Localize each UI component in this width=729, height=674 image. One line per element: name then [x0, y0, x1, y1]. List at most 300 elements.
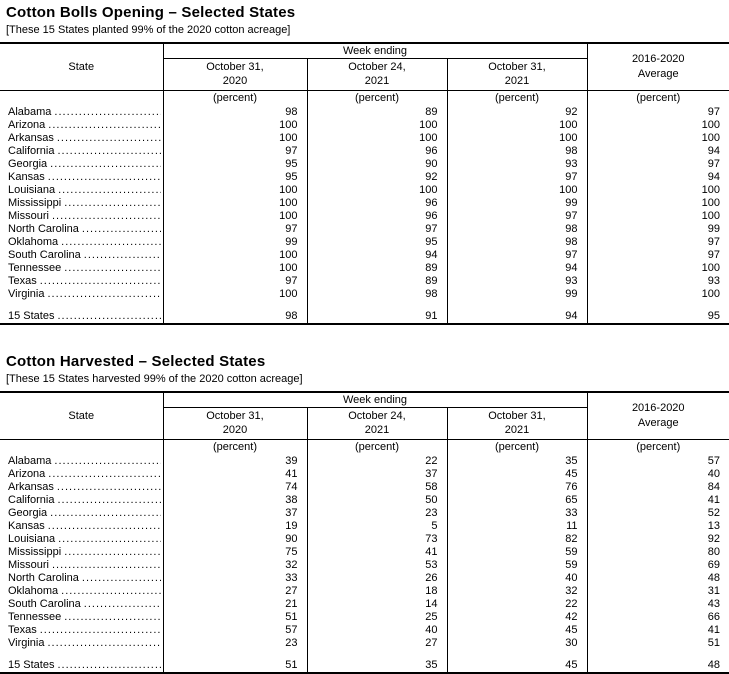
data-table: [0, 391, 729, 674]
state-name: Kansas: [8, 171, 45, 183]
value-cell: 31: [587, 585, 729, 598]
table-row: [0, 637, 729, 650]
value-cell: 39: [163, 455, 307, 468]
state-name: Mississippi: [8, 197, 62, 209]
value-cell: 100: [587, 210, 729, 223]
unit-row-empty-cell: [0, 90, 163, 106]
value-cell: 97: [587, 236, 729, 249]
table-title: Cotton Bolls Opening – Selected States: [6, 4, 296, 21]
value-cell: 23: [163, 637, 307, 650]
state-name: Tennessee: [8, 262, 62, 274]
date-header-line2: 2020: [222, 424, 248, 436]
state-cell: [0, 572, 163, 585]
table-row: [0, 275, 729, 288]
value-cell: 37: [163, 507, 307, 520]
table-row: [0, 145, 729, 158]
dot-leader: [52, 210, 161, 223]
unit-label: (percent): [307, 439, 447, 455]
dot-leader: [58, 184, 160, 197]
value-cell: 80: [587, 546, 729, 559]
table-row: [0, 559, 729, 572]
value-cell: 93: [447, 275, 587, 288]
dot-leader: [61, 236, 160, 249]
table-row: [0, 210, 729, 223]
dot-leader: [48, 637, 161, 650]
table-row: [0, 132, 729, 145]
value-cell: 98: [163, 106, 307, 119]
state-name: North Carolina: [8, 223, 79, 235]
state-name: Louisiana: [8, 184, 56, 196]
value-cell: 100: [587, 288, 729, 301]
table-row: [0, 197, 729, 210]
state-cell: [0, 119, 163, 132]
date-column-header: [163, 58, 307, 90]
dot-leader: [48, 119, 160, 132]
value-cell: 48: [587, 572, 729, 585]
table-row: [0, 119, 729, 132]
state-name: 15 States: [8, 659, 55, 671]
value-cell: 90: [307, 158, 447, 171]
value-cell: 98: [447, 236, 587, 249]
table-row: [0, 249, 729, 262]
value-cell: 98: [447, 145, 587, 158]
value-cell: 52: [587, 507, 729, 520]
value-cell: 97: [587, 106, 729, 119]
value-cell: 89: [307, 262, 447, 275]
value-cell: 27: [307, 637, 447, 650]
value-cell: 22: [447, 598, 587, 611]
value-cell: 100: [163, 288, 307, 301]
value-cell: 65: [447, 494, 587, 507]
state-cell: [0, 223, 163, 236]
dot-leader: [64, 197, 160, 210]
state-cell: [0, 533, 163, 546]
dot-leader: [57, 494, 160, 507]
value-cell: 100: [163, 262, 307, 275]
state-cell: [0, 546, 163, 559]
average-header-line2: Average: [637, 67, 679, 80]
date-column-header: [307, 407, 447, 439]
state-cell: [0, 624, 163, 637]
state-cell: [0, 559, 163, 572]
unit-label: (percent): [587, 90, 729, 106]
dot-leader: [84, 598, 161, 611]
value-cell: 33: [163, 572, 307, 585]
value-cell: 23: [307, 507, 447, 520]
date-header-line1: October 31,: [488, 409, 546, 422]
value-cell: 32: [447, 585, 587, 598]
state-name: Missouri: [8, 559, 49, 571]
value-cell: 100: [447, 119, 587, 132]
value-cell: 100: [447, 184, 587, 197]
state-name: Texas: [8, 275, 37, 287]
spacer-row: [0, 301, 729, 310]
dot-leader: [48, 171, 161, 184]
date-column-header: [307, 58, 447, 90]
value-cell: 40: [447, 572, 587, 585]
value-cell: 100: [163, 210, 307, 223]
state-name: Oklahoma: [8, 236, 59, 248]
value-cell: 94: [307, 249, 447, 262]
value-cell: 100: [587, 119, 729, 132]
dot-leader: [82, 572, 161, 585]
dot-leader: [40, 275, 161, 288]
state-cell: [0, 197, 163, 210]
value-cell: 84: [587, 481, 729, 494]
header-row-1: [0, 43, 729, 58]
table-row: [0, 184, 729, 197]
state-cell: [0, 611, 163, 624]
report-page: [0, 4, 729, 674]
value-cell: 41: [307, 546, 447, 559]
dot-leader: [64, 546, 160, 559]
value-cell: 53: [307, 559, 447, 572]
value-cell: 97: [163, 275, 307, 288]
value-cell: 92: [587, 533, 729, 546]
state-cell: [0, 236, 163, 249]
value-cell: 32: [163, 559, 307, 572]
value-cell: 13: [587, 520, 729, 533]
state-name: Oklahoma: [8, 585, 59, 597]
week-ending-header: Week ending: [163, 392, 587, 407]
state-cell: [0, 132, 163, 145]
value-cell: 76: [447, 481, 587, 494]
state-name: Arkansas: [8, 481, 54, 493]
state-cell: [0, 520, 163, 533]
state-cell: [0, 585, 163, 598]
state-cell: [0, 145, 163, 158]
value-cell: 99: [447, 197, 587, 210]
table-row: [0, 236, 729, 249]
state-name: Arizona: [8, 468, 46, 480]
value-cell: 41: [163, 468, 307, 481]
table-subtitle: [These 15 States planted 99% of the 2020 cotton acreage]: [6, 24, 291, 36]
state-name: Texas: [8, 624, 37, 636]
table-row: [0, 624, 729, 637]
value-cell: 95: [307, 236, 447, 249]
date-header-line1: October 31,: [488, 60, 546, 73]
value-cell: 51: [163, 611, 307, 624]
table-row: [0, 262, 729, 275]
state-name: North Carolina: [8, 572, 79, 584]
average-header-line1: 2016-2020: [631, 53, 685, 66]
date-header-line2: 2020: [222, 75, 248, 87]
state-name: Mississippi: [8, 546, 62, 558]
value-cell: 89: [307, 106, 447, 119]
value-cell: 91: [307, 310, 447, 324]
table-row: [0, 288, 729, 301]
value-cell: 97: [447, 249, 587, 262]
value-cell: 26: [307, 572, 447, 585]
value-cell: 100: [163, 132, 307, 145]
date-header-line1: October 31,: [206, 409, 264, 422]
state-name: California: [8, 145, 55, 157]
average-header-line2: Average: [637, 416, 679, 429]
value-cell: 35: [307, 659, 447, 673]
value-cell: 94: [447, 262, 587, 275]
value-cell: 97: [163, 223, 307, 236]
dot-leader: [57, 145, 160, 158]
state-cell: [0, 659, 163, 673]
value-cell: 41: [587, 624, 729, 637]
value-cell: 100: [307, 184, 447, 197]
state-cell: [0, 249, 163, 262]
unit-label: (percent): [307, 90, 447, 106]
table-title: Cotton Harvested – Selected States: [6, 353, 266, 370]
state-cell: [0, 184, 163, 197]
state-name: California: [8, 494, 55, 506]
value-cell: 51: [163, 659, 307, 673]
dot-leader: [50, 158, 160, 171]
value-cell: 82: [447, 533, 587, 546]
value-cell: 35: [447, 455, 587, 468]
total-row: [0, 310, 729, 324]
dot-leader: [48, 288, 161, 301]
state-name: Tennessee: [8, 611, 62, 623]
value-cell: 37: [307, 468, 447, 481]
state-cell: [0, 494, 163, 507]
value-cell: 89: [307, 275, 447, 288]
dot-leader: [58, 533, 160, 546]
value-cell: 33: [447, 507, 587, 520]
value-cell: 100: [163, 197, 307, 210]
table-row: [0, 481, 729, 494]
value-cell: 25: [307, 611, 447, 624]
value-cell: 50: [307, 494, 447, 507]
average-column-header: [587, 43, 729, 90]
dot-leader: [57, 481, 161, 494]
date-header-line2: 2021: [504, 424, 530, 436]
state-cell: [0, 106, 163, 119]
average-column-header: [587, 392, 729, 439]
state-name: Alabama: [8, 455, 52, 467]
state-name: Louisiana: [8, 533, 56, 545]
table-row: [0, 598, 729, 611]
value-cell: 45: [447, 468, 587, 481]
value-cell: 90: [163, 533, 307, 546]
value-cell: 96: [307, 197, 447, 210]
value-cell: 18: [307, 585, 447, 598]
value-cell: 95: [587, 310, 729, 324]
value-cell: 58: [307, 481, 447, 494]
spacer-row: [0, 650, 729, 659]
date-header-line2: 2021: [364, 424, 390, 436]
table-row: [0, 520, 729, 533]
state-name: Virginia: [8, 288, 45, 300]
state-cell: [0, 288, 163, 301]
state-cell: [0, 481, 163, 494]
value-cell: 41: [587, 494, 729, 507]
value-cell: 40: [587, 468, 729, 481]
value-cell: 45: [447, 624, 587, 637]
state-name: Virginia: [8, 637, 45, 649]
dot-leader: [54, 455, 160, 468]
table-row: [0, 158, 729, 171]
state-column-header: State: [0, 392, 163, 439]
value-cell: 59: [447, 559, 587, 572]
state-name: Georgia: [8, 158, 48, 170]
value-cell: 97: [447, 210, 587, 223]
value-cell: 93: [587, 275, 729, 288]
state-cell: [0, 637, 163, 650]
value-cell: 93: [447, 158, 587, 171]
value-cell: 30: [447, 637, 587, 650]
state-name: Arizona: [8, 119, 46, 131]
unit-label: (percent): [447, 439, 587, 455]
table-row: [0, 494, 729, 507]
value-cell: 66: [587, 611, 729, 624]
value-cell: 100: [163, 249, 307, 262]
value-cell: 99: [587, 223, 729, 236]
dot-leader: [57, 310, 160, 323]
value-cell: 21: [163, 598, 307, 611]
value-cell: 100: [587, 197, 729, 210]
unit-row: [0, 90, 729, 106]
table-row: [0, 455, 729, 468]
table-row: [0, 171, 729, 184]
value-cell: 100: [447, 132, 587, 145]
state-name: South Carolina: [8, 598, 81, 610]
value-cell: 100: [163, 119, 307, 132]
value-cell: 48: [587, 659, 729, 673]
value-cell: 14: [307, 598, 447, 611]
value-cell: 97: [307, 223, 447, 236]
value-cell: 11: [447, 520, 587, 533]
value-cell: 42: [447, 611, 587, 624]
dot-leader: [40, 624, 161, 637]
value-cell: 100: [163, 184, 307, 197]
value-cell: 51: [587, 637, 729, 650]
date-header-line1: October 24,: [348, 60, 406, 73]
value-cell: 100: [587, 184, 729, 197]
value-cell: 94: [447, 310, 587, 324]
table-row: [0, 572, 729, 585]
value-cell: 57: [587, 455, 729, 468]
data-table: [0, 42, 729, 325]
state-cell: [0, 158, 163, 171]
value-cell: 27: [163, 585, 307, 598]
value-cell: 75: [163, 546, 307, 559]
table-row: [0, 533, 729, 546]
date-header-line2: 2021: [364, 75, 390, 87]
value-cell: 97: [587, 249, 729, 262]
average-header-line1: 2016-2020: [631, 402, 685, 415]
dot-leader: [64, 611, 160, 624]
date-header-line1: October 31,: [206, 60, 264, 73]
dot-leader: [57, 132, 161, 145]
state-cell: [0, 598, 163, 611]
value-cell: 99: [163, 236, 307, 249]
table-row: [0, 468, 729, 481]
date-column-header: [447, 58, 587, 90]
dot-leader: [64, 262, 160, 275]
table-row: [0, 546, 729, 559]
value-cell: 96: [307, 145, 447, 158]
total-row: [0, 659, 729, 673]
value-cell: 97: [163, 145, 307, 158]
dot-leader: [54, 106, 160, 119]
week-ending-header: Week ending: [163, 43, 587, 58]
value-cell: 100: [307, 119, 447, 132]
unit-label: (percent): [447, 90, 587, 106]
dot-leader: [84, 249, 161, 262]
report-section: [0, 4, 729, 325]
dot-leader: [52, 559, 161, 572]
state-cell: [0, 210, 163, 223]
value-cell: 100: [587, 262, 729, 275]
state-cell: [0, 468, 163, 481]
value-cell: 40: [307, 624, 447, 637]
state-cell: [0, 507, 163, 520]
value-cell: 43: [587, 598, 729, 611]
value-cell: 74: [163, 481, 307, 494]
table-row: [0, 223, 729, 236]
value-cell: 19: [163, 520, 307, 533]
unit-label: (percent): [163, 439, 307, 455]
state-cell: [0, 455, 163, 468]
unit-label: (percent): [587, 439, 729, 455]
table-row: [0, 611, 729, 624]
dot-leader: [57, 659, 160, 672]
value-cell: 97: [447, 171, 587, 184]
unit-row-empty-cell: [0, 439, 163, 455]
unit-label: (percent): [163, 90, 307, 106]
date-header-line2: 2021: [504, 75, 530, 87]
state-name: 15 States: [8, 310, 55, 322]
unit-row: [0, 439, 729, 455]
dot-leader: [50, 507, 160, 520]
value-cell: 92: [447, 106, 587, 119]
state-cell: [0, 275, 163, 288]
date-header-line1: October 24,: [348, 409, 406, 422]
value-cell: 57: [163, 624, 307, 637]
state-name: Alabama: [8, 106, 52, 118]
value-cell: 98: [447, 223, 587, 236]
dot-leader: [48, 520, 161, 533]
value-cell: 22: [307, 455, 447, 468]
value-cell: 94: [587, 145, 729, 158]
state-name: Missouri: [8, 210, 49, 222]
value-cell: 99: [447, 288, 587, 301]
value-cell: 98: [163, 310, 307, 324]
state-cell: [0, 262, 163, 275]
value-cell: 97: [587, 158, 729, 171]
dot-leader: [48, 468, 160, 481]
value-cell: 59: [447, 546, 587, 559]
value-cell: 92: [307, 171, 447, 184]
state-cell: [0, 171, 163, 184]
table-row: [0, 106, 729, 119]
date-column-header: [163, 407, 307, 439]
value-cell: 95: [163, 171, 307, 184]
value-cell: 38: [163, 494, 307, 507]
value-cell: 45: [447, 659, 587, 673]
state-cell: [0, 310, 163, 324]
value-cell: 98: [307, 288, 447, 301]
state-name: Georgia: [8, 507, 48, 519]
state-column-header: State: [0, 43, 163, 90]
value-cell: 69: [587, 559, 729, 572]
state-name: Kansas: [8, 520, 45, 532]
dot-leader: [82, 223, 161, 236]
state-name: Arkansas: [8, 132, 54, 144]
value-cell: 100: [587, 132, 729, 145]
header-row-1: [0, 392, 729, 407]
value-cell: 5: [307, 520, 447, 533]
dot-leader: [61, 585, 160, 598]
report-section: [0, 353, 729, 674]
table-row: [0, 585, 729, 598]
